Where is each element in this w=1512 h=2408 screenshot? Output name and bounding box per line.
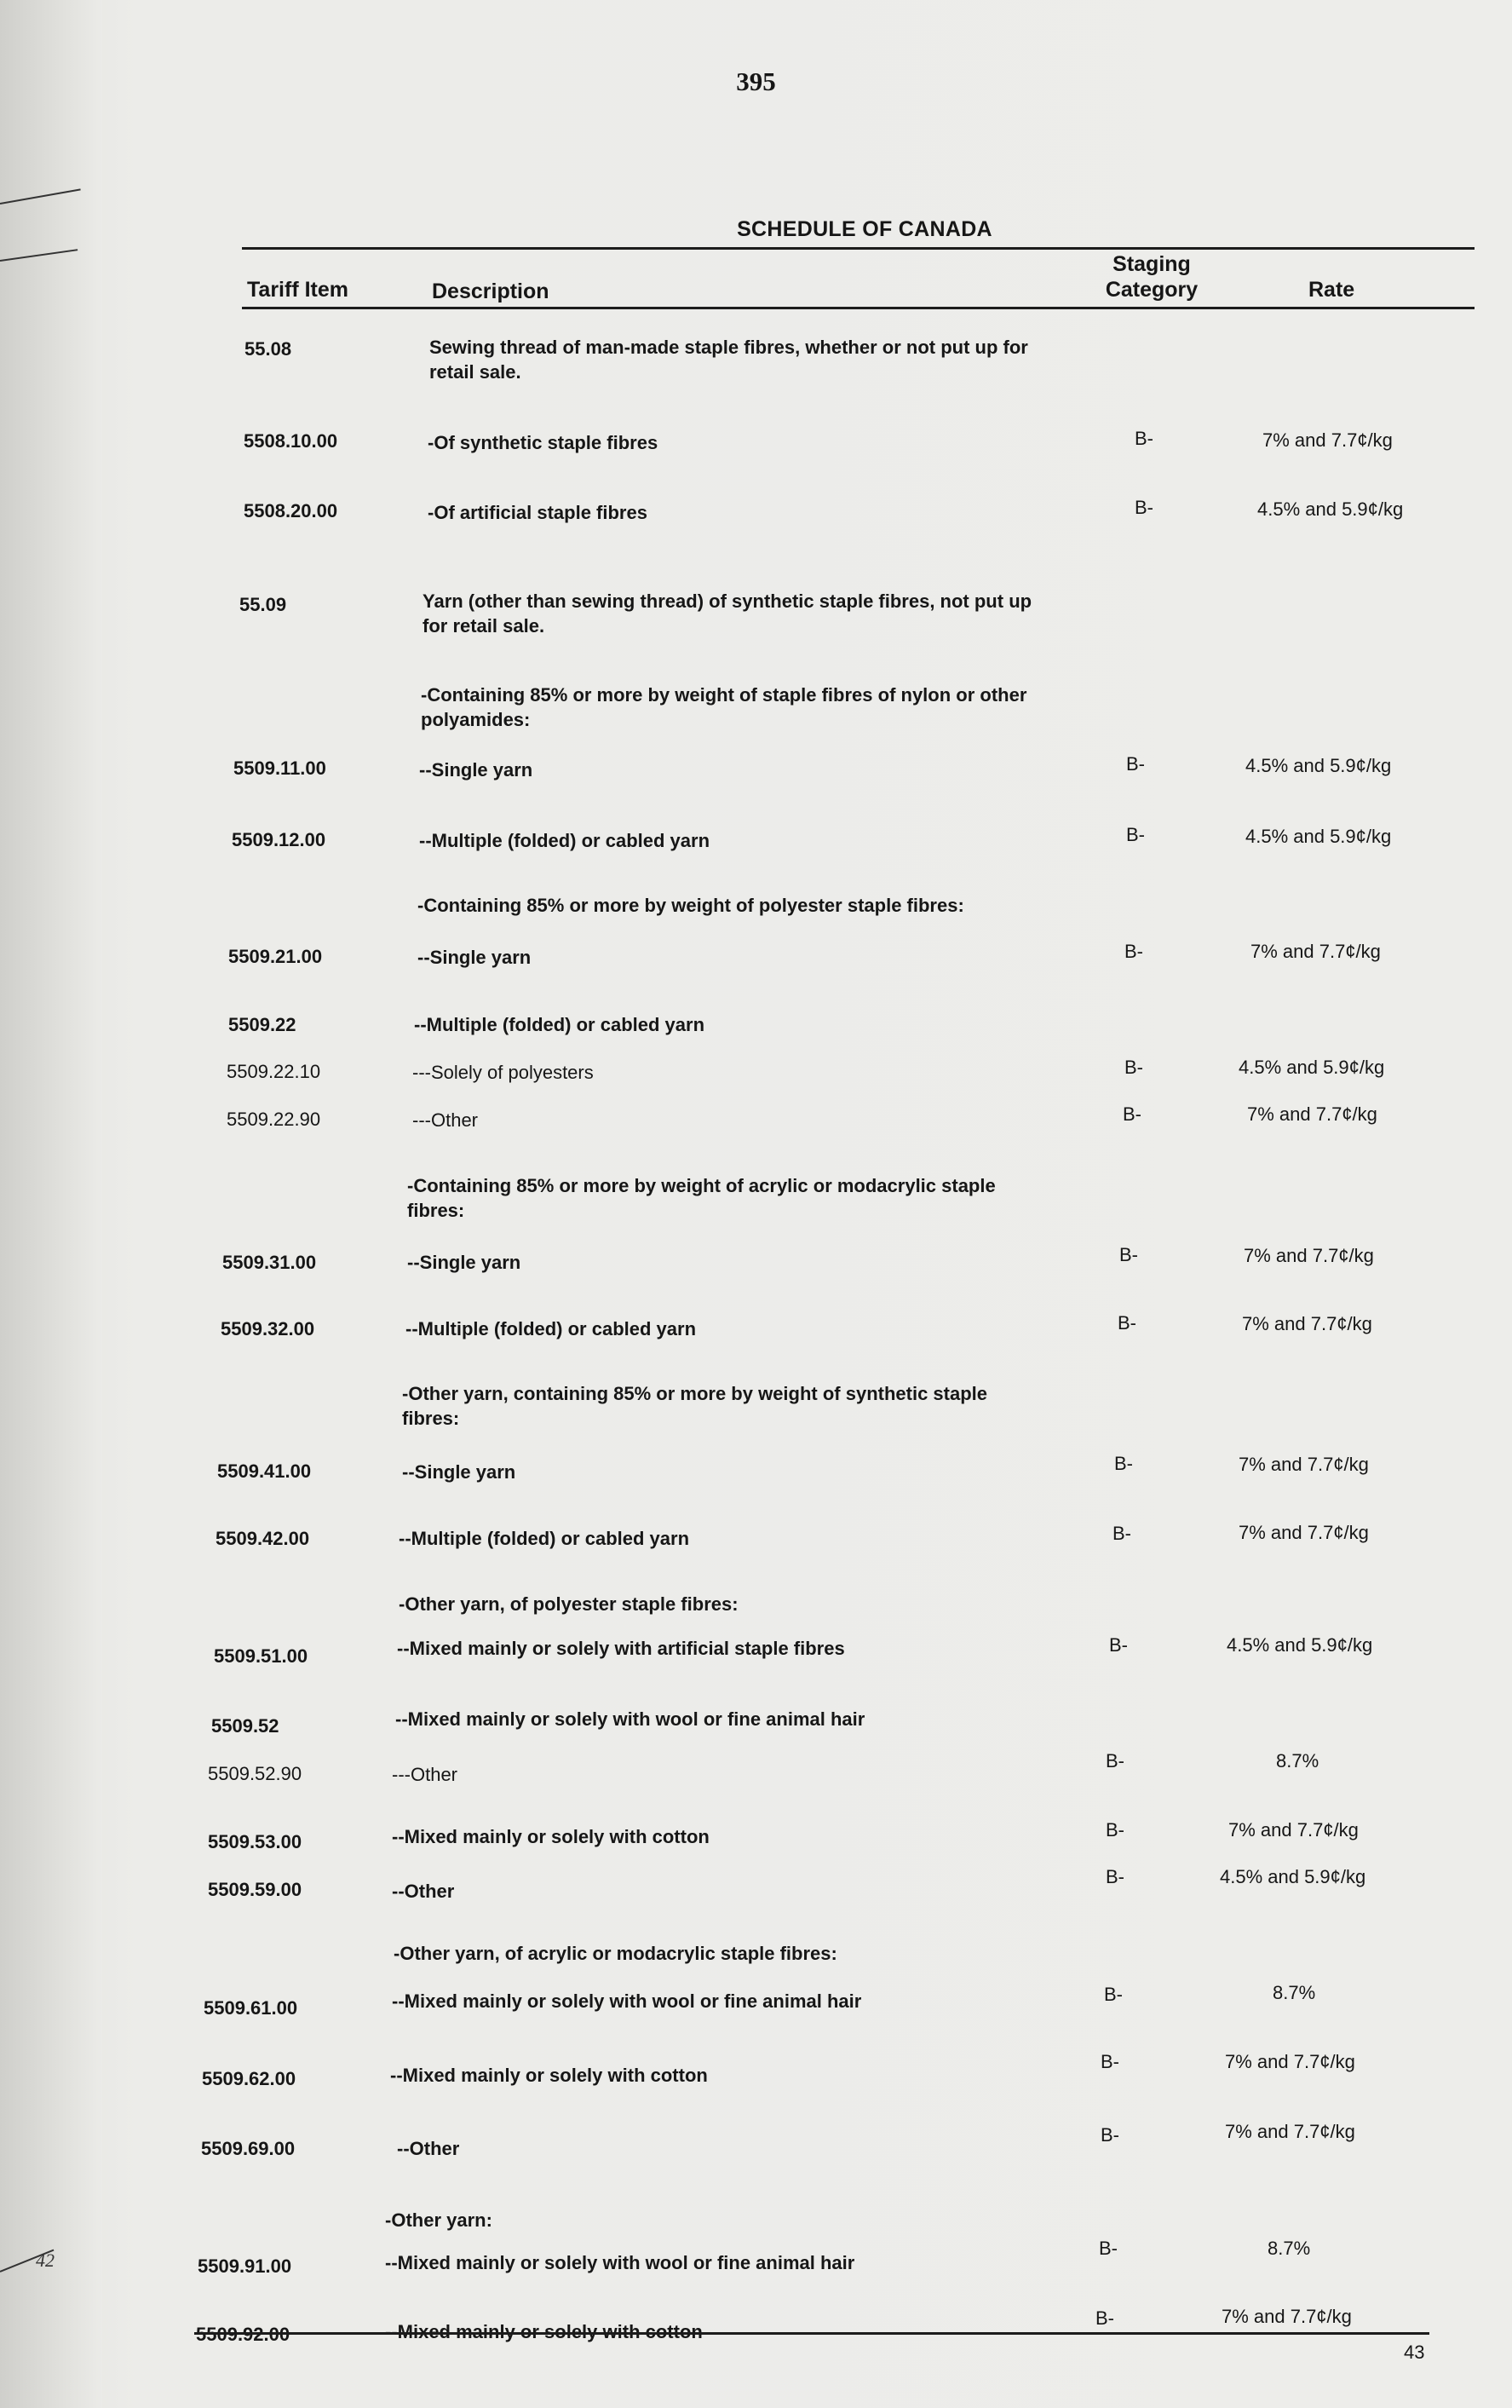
staging-category: B-	[1101, 2051, 1119, 2072]
tariff-code: 5509.59.00	[208, 1879, 302, 1900]
rate: 4.5% and 5.9¢/kg	[1245, 755, 1392, 776]
rate: 7% and 7.7¢/kg	[1244, 1245, 1374, 1266]
staging-category: B-	[1135, 497, 1153, 518]
description: -Of synthetic staple fibres	[428, 432, 658, 453]
header-description: Description	[432, 279, 549, 303]
description: --Mixed mainly or solely with wool or fine animal hair	[392, 1990, 862, 2012]
tariff-code: 55.08	[244, 338, 292, 360]
description: ---Other	[392, 1764, 457, 1785]
tariff-code: 5509.52	[211, 1715, 279, 1737]
tariff-code	[196, 2324, 290, 2346]
description: --Mixed mainly or solely with artificial staple fibres	[397, 1638, 845, 1659]
tariff-code: 5508.20.00	[244, 500, 338, 521]
description: -Containing 85% or more by weight of acrylic or modacrylic staple fibres:	[407, 1175, 996, 1221]
description: -Containing 85% or more by weight of polyester staple fibres:	[417, 895, 964, 916]
description: --Single yarn	[407, 1252, 521, 1273]
staging-category: B-	[1135, 428, 1153, 449]
tariff-code: 5509.51.00	[214, 1645, 308, 1667]
header-staging-line1: Staging	[1112, 252, 1191, 276]
rate: 7% and 7.7¢/kg	[1239, 1454, 1369, 1475]
staging-category: B-	[1106, 1819, 1124, 1841]
staging-category: B-	[1101, 2124, 1119, 2146]
staging-category: B-	[1112, 1523, 1131, 1544]
table-top-rule	[242, 247, 1475, 250]
description: -Other yarn, containing 85% or more by weight of synthetic staple fibres:	[402, 1383, 988, 1429]
rate: 7% and 7.7¢/kg	[1225, 2121, 1355, 2142]
tariff-code: 5509.41.00	[217, 1460, 312, 1482]
rate: 4.5% and 5.9¢/kg	[1220, 1866, 1366, 1887]
staging-category: B-	[1106, 1750, 1124, 1771]
rate: 4.5% and 5.9¢/kg	[1239, 1057, 1385, 1078]
description: --Mixed mainly or solely with cotton	[390, 2065, 708, 2086]
previous-page-number: 42	[36, 2250, 55, 2271]
description: --Single yarn	[402, 1461, 516, 1483]
description: --Mixed mainly or solely with wool or fine animal hair	[385, 2252, 855, 2273]
description: -Other yarn:	[385, 2209, 492, 2231]
description: --Mixed mainly or solely with wool or fine animal hair	[395, 1708, 865, 1730]
header-rate: Rate	[1308, 278, 1355, 302]
description: --Other	[397, 2138, 460, 2159]
description: --Multiple (folded) or cabled yarn	[405, 1318, 697, 1339]
staging-category: B-	[1126, 753, 1145, 775]
rate: 7% and 7.7¢/kg	[1250, 941, 1381, 962]
header-staging-category	[1101, 251, 1203, 302]
staging-category: B-	[1104, 1984, 1123, 2005]
description: --Multiple (folded) or cabled yarn	[419, 830, 710, 851]
header-staging-line2: Category	[1105, 278, 1199, 302]
rate: 4.5% and 5.9¢/kg	[1227, 1634, 1373, 1656]
rate: 7% and 7.7¢/kg	[1228, 1819, 1359, 1841]
tariff-code: 5509.52.90	[208, 1763, 302, 1784]
binding-gutter	[0, 0, 102, 2408]
description: -Other yarn, of acrylic or modacrylic staple fibres:	[394, 1943, 837, 1964]
header-tariff-item: Tariff Item	[247, 278, 348, 302]
description: --Single yarn	[417, 947, 532, 968]
schedule-title: SCHEDULE OF CANADA	[737, 217, 992, 241]
tariff-code: 5509.31.00	[222, 1252, 317, 1273]
rate: 7% and 7.7¢/kg	[1262, 429, 1393, 451]
rate: 8.7%	[1268, 2238, 1311, 2259]
rate: 7% and 7.7¢/kg	[1222, 2306, 1352, 2327]
staging-category: B-	[1118, 1312, 1136, 1334]
staging-category: B-	[1124, 1057, 1143, 1078]
description: -Containing 85% or more by weight of staple fibres of nylon or other polyamides:	[421, 684, 1027, 730]
tariff-code: 5509.62.00	[202, 2068, 296, 2089]
tariff-code: 5509.22	[228, 1014, 296, 1035]
tariff-code: 5509.32.00	[221, 1318, 315, 1339]
table-header-rule	[242, 307, 1475, 309]
staging-category: B-	[1126, 824, 1145, 845]
rate: 4.5% and 5.9¢/kg	[1245, 826, 1392, 847]
tariff-code: 5509.69.00	[201, 2138, 296, 2159]
tariff-code: 5509.91.00	[198, 2255, 292, 2277]
rate: 7% and 7.7¢/kg	[1225, 2051, 1355, 2072]
tariff-code: 5509.21.00	[228, 946, 323, 967]
description: -Of artificial staple fibres	[428, 502, 647, 523]
description: --Other	[392, 1881, 455, 1902]
rate: 7% and 7.7¢/kg	[1242, 1313, 1372, 1334]
description: --Mixed mainly or solely with cotton	[392, 1826, 710, 1847]
description: Yarn (other than sewing thread) of synthetic staple fibres, not put up for retail sale.	[423, 590, 1032, 637]
rate: 7% and 7.7¢/kg	[1239, 1522, 1369, 1543]
description: ---Solely of polyesters	[412, 1062, 594, 1083]
page-number: 395	[736, 66, 776, 96]
tariff-code: 5509.53.00	[208, 1831, 302, 1852]
staging-category: B-	[1123, 1103, 1141, 1125]
staging-category: B-	[1124, 941, 1143, 962]
description: --Single yarn	[419, 759, 533, 781]
rate: 7% and 7.7¢/kg	[1247, 1103, 1377, 1125]
description: Sewing thread of man-made staple fibres, whether or not put up for retail sale.	[429, 337, 1028, 383]
tariff-code: 5509.42.00	[216, 1528, 310, 1549]
tariff-code: 55.09	[239, 594, 287, 615]
staging-category: B-	[1099, 2238, 1118, 2259]
tariff-code: 5509.22.10	[227, 1061, 321, 1082]
tariff-code: 5509.22.90	[227, 1109, 321, 1130]
tariff-code: 5509.61.00	[204, 1997, 298, 2019]
tariff-code: 5509.11.00	[233, 758, 326, 779]
rate: 8.7%	[1276, 1750, 1319, 1771]
staging-category: B-	[1106, 1866, 1124, 1887]
description: ---Other	[412, 1109, 478, 1131]
staging-category: B-	[1114, 1453, 1133, 1474]
rate: 8.7%	[1273, 1982, 1316, 2003]
staging-category: B-	[1109, 1634, 1128, 1656]
table-bottom-rule	[194, 2332, 1429, 2335]
description: --Multiple (folded) or cabled yarn	[414, 1014, 705, 1035]
rate: 4.5% and 5.9¢/kg	[1257, 498, 1404, 520]
staging-category: B-	[1119, 1244, 1138, 1265]
footer-page-number: 43	[1404, 2342, 1425, 2363]
staging-category: B-	[1095, 2307, 1114, 2329]
description: -Other yarn, of polyester staple fibres:	[399, 1593, 739, 1615]
tariff-code: 5508.10.00	[244, 430, 338, 452]
description: --Multiple (folded) or cabled yarn	[399, 1528, 690, 1549]
tariff-code: 5509.12.00	[232, 829, 326, 850]
